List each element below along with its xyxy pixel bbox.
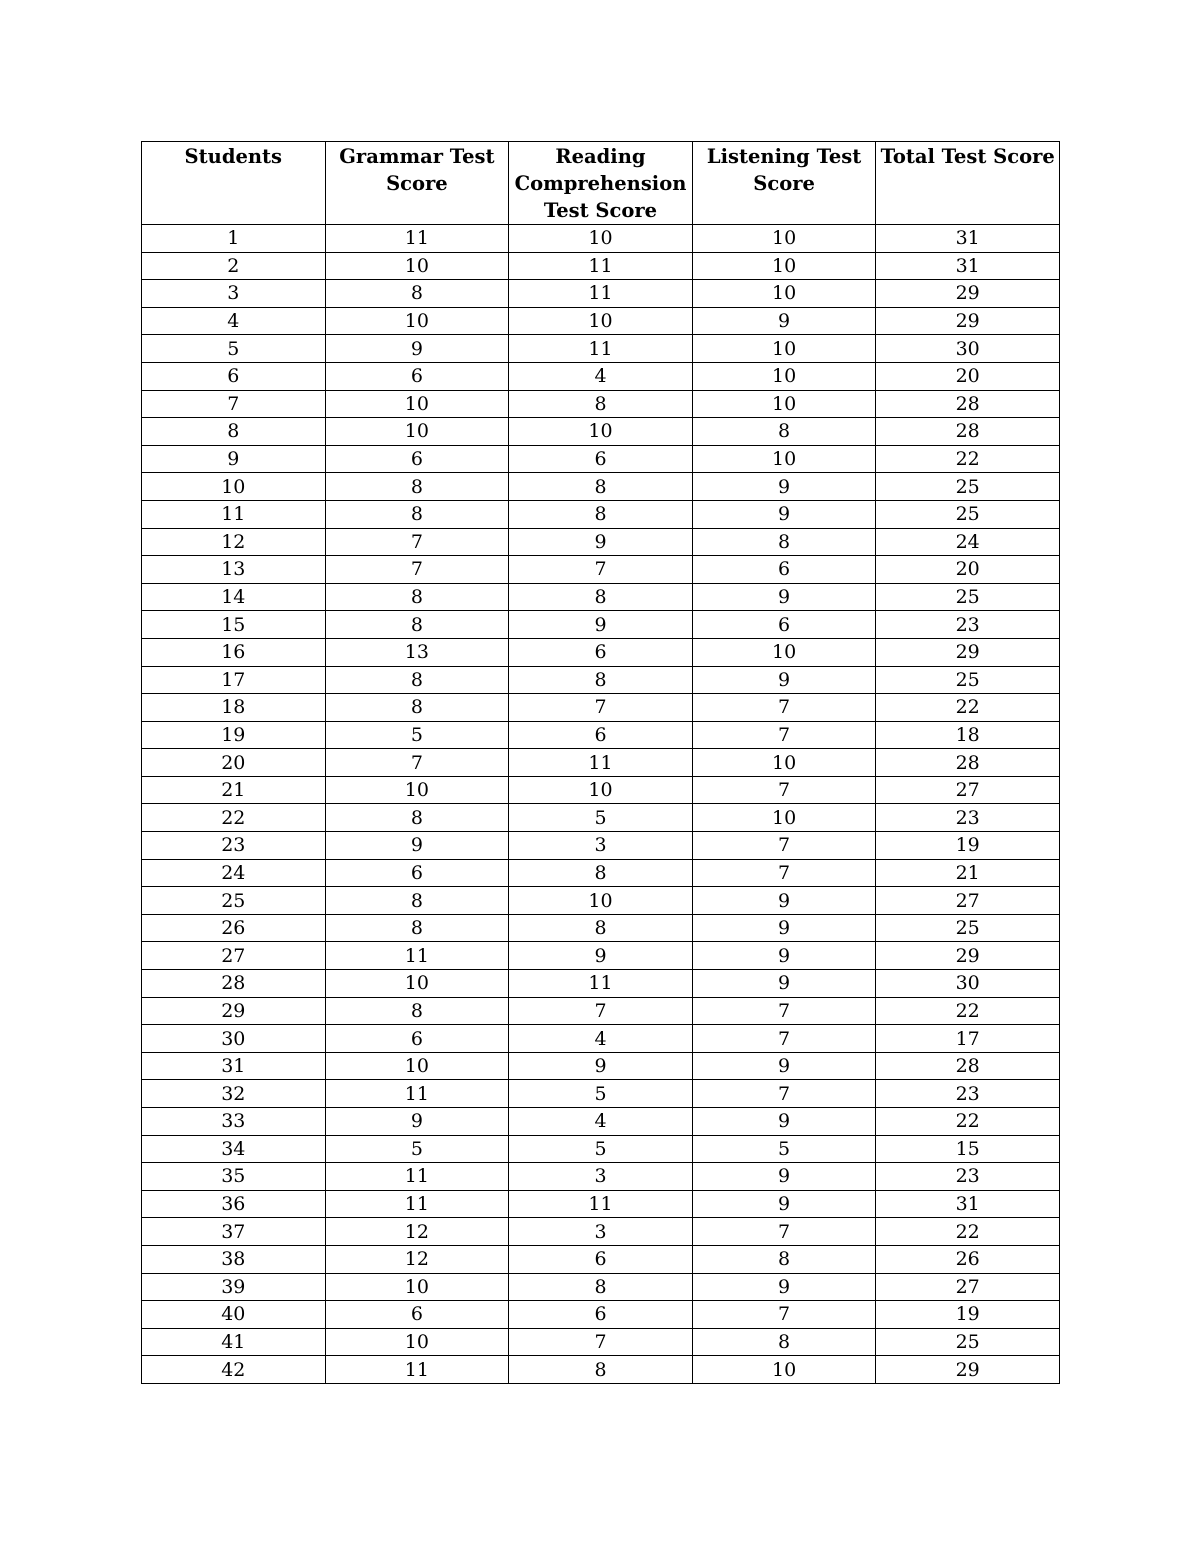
total-cell: 22 [876, 445, 1060, 473]
listening-cell: 9 [692, 666, 876, 694]
reading-cell: 8 [509, 390, 693, 418]
table-row [142, 749, 1060, 777]
listening-cell: 7 [692, 997, 876, 1025]
grammar-cell: 8 [325, 887, 509, 915]
table-row [142, 859, 1060, 887]
reading-cell: 4 [509, 1108, 693, 1136]
table-row [142, 335, 1060, 363]
table-row [142, 1025, 1060, 1053]
grammar-cell: 7 [325, 556, 509, 584]
student-cell: 35 [142, 1163, 326, 1191]
listening-cell: 7 [692, 721, 876, 749]
student-cell: 4 [142, 307, 326, 335]
reading-cell: 6 [509, 638, 693, 666]
grammar-cell: 11 [325, 942, 509, 970]
grammar-cell: 8 [325, 280, 509, 308]
listening-cell: 10 [692, 362, 876, 390]
student-cell: 19 [142, 721, 326, 749]
total-cell: 30 [876, 335, 1060, 363]
table-row [142, 1080, 1060, 1108]
student-cell: 6 [142, 362, 326, 390]
reading-cell: 9 [509, 611, 693, 639]
grammar-cell: 10 [325, 390, 509, 418]
table-row [142, 362, 1060, 390]
listening-cell: 9 [692, 1190, 876, 1218]
listening-cell: 8 [692, 418, 876, 446]
total-cell: 23 [876, 1163, 1060, 1191]
listening-cell: 9 [692, 1163, 876, 1191]
total-cell: 20 [876, 556, 1060, 584]
listening-cell: 9 [692, 500, 876, 528]
total-cell: 25 [876, 473, 1060, 501]
total-cell: 31 [876, 252, 1060, 280]
table-row [142, 1052, 1060, 1080]
grammar-cell: 10 [325, 418, 509, 446]
student-cell: 3 [142, 280, 326, 308]
reading-cell: 4 [509, 1025, 693, 1053]
header-reading-score: Reading Comprehension Test Score [509, 142, 693, 225]
table-row [142, 1108, 1060, 1136]
grammar-cell: 10 [325, 776, 509, 804]
reading-cell: 8 [509, 1356, 693, 1384]
reading-cell: 11 [509, 749, 693, 777]
listening-cell: 8 [692, 528, 876, 556]
table-row [142, 832, 1060, 860]
grammar-cell: 8 [325, 611, 509, 639]
reading-cell: 8 [509, 583, 693, 611]
grammar-cell: 10 [325, 1052, 509, 1080]
grammar-cell: 6 [325, 362, 509, 390]
student-cell: 18 [142, 694, 326, 722]
student-cell: 16 [142, 638, 326, 666]
reading-cell: 5 [509, 1080, 693, 1108]
reading-cell: 3 [509, 1218, 693, 1246]
grammar-cell: 10 [325, 252, 509, 280]
table-row [142, 1135, 1060, 1163]
reading-cell: 9 [509, 528, 693, 556]
header-listening-score: Listening Test Score [692, 142, 876, 225]
listening-cell: 8 [692, 1245, 876, 1273]
student-cell: 2 [142, 252, 326, 280]
grammar-cell: 11 [325, 1356, 509, 1384]
reading-cell: 6 [509, 1301, 693, 1329]
total-cell: 28 [876, 390, 1060, 418]
grammar-cell: 8 [325, 473, 509, 501]
test-scores-table [141, 141, 1060, 1384]
grammar-cell: 9 [325, 1108, 509, 1136]
reading-cell: 10 [509, 776, 693, 804]
total-cell: 29 [876, 638, 1060, 666]
total-cell: 31 [876, 225, 1060, 253]
reading-cell: 6 [509, 1245, 693, 1273]
listening-cell: 7 [692, 1025, 876, 1053]
student-cell: 39 [142, 1273, 326, 1301]
grammar-cell: 8 [325, 997, 509, 1025]
grammar-cell: 10 [325, 307, 509, 335]
student-cell: 8 [142, 418, 326, 446]
reading-cell: 5 [509, 804, 693, 832]
reading-cell: 10 [509, 225, 693, 253]
table-row [142, 390, 1060, 418]
table-row [142, 445, 1060, 473]
table-row [142, 252, 1060, 280]
grammar-cell: 12 [325, 1245, 509, 1273]
table-row [142, 1328, 1060, 1356]
grammar-cell: 5 [325, 721, 509, 749]
listening-cell: 9 [692, 942, 876, 970]
reading-cell: 3 [509, 1163, 693, 1191]
table-row [142, 280, 1060, 308]
grammar-cell: 13 [325, 638, 509, 666]
total-cell: 28 [876, 418, 1060, 446]
table-row [142, 418, 1060, 446]
reading-cell: 10 [509, 307, 693, 335]
student-cell: 15 [142, 611, 326, 639]
total-cell: 22 [876, 997, 1060, 1025]
total-cell: 29 [876, 942, 1060, 970]
listening-cell: 7 [692, 1080, 876, 1108]
table-row [142, 638, 1060, 666]
table-row [142, 1356, 1060, 1384]
total-cell: 19 [876, 832, 1060, 860]
grammar-cell: 7 [325, 749, 509, 777]
student-cell: 23 [142, 832, 326, 860]
grammar-cell: 6 [325, 445, 509, 473]
grammar-cell: 7 [325, 528, 509, 556]
listening-cell: 10 [692, 335, 876, 363]
student-cell: 10 [142, 473, 326, 501]
student-cell: 5 [142, 335, 326, 363]
table-row [142, 666, 1060, 694]
listening-cell: 9 [692, 307, 876, 335]
reading-cell: 10 [509, 887, 693, 915]
total-cell: 17 [876, 1025, 1060, 1053]
reading-cell: 7 [509, 694, 693, 722]
listening-cell: 7 [692, 694, 876, 722]
table-row [142, 307, 1060, 335]
student-cell: 24 [142, 859, 326, 887]
student-cell: 26 [142, 914, 326, 942]
table-row [142, 804, 1060, 832]
listening-cell: 9 [692, 1273, 876, 1301]
grammar-cell: 11 [325, 1190, 509, 1218]
grammar-cell: 6 [325, 1025, 509, 1053]
listening-cell: 10 [692, 390, 876, 418]
grammar-cell: 8 [325, 914, 509, 942]
reading-cell: 3 [509, 832, 693, 860]
total-cell: 31 [876, 1190, 1060, 1218]
student-cell: 14 [142, 583, 326, 611]
total-cell: 28 [876, 1052, 1060, 1080]
listening-cell: 10 [692, 252, 876, 280]
student-cell: 13 [142, 556, 326, 584]
reading-cell: 9 [509, 1052, 693, 1080]
student-cell: 29 [142, 997, 326, 1025]
listening-cell: 6 [692, 611, 876, 639]
listening-cell: 10 [692, 445, 876, 473]
table-row [142, 887, 1060, 915]
grammar-cell: 6 [325, 1301, 509, 1329]
grammar-cell: 8 [325, 500, 509, 528]
reading-cell: 11 [509, 335, 693, 363]
listening-cell: 5 [692, 1135, 876, 1163]
student-cell: 37 [142, 1218, 326, 1246]
grammar-cell: 9 [325, 832, 509, 860]
total-cell: 30 [876, 970, 1060, 998]
listening-cell: 6 [692, 556, 876, 584]
reading-cell: 8 [509, 859, 693, 887]
header-grammar-score: Grammar Test Score [325, 142, 509, 225]
table-row [142, 225, 1060, 253]
total-cell: 21 [876, 859, 1060, 887]
table-row [142, 970, 1060, 998]
total-cell: 25 [876, 666, 1060, 694]
table-row [142, 1301, 1060, 1329]
student-cell: 38 [142, 1245, 326, 1273]
reading-cell: 7 [509, 1328, 693, 1356]
total-cell: 25 [876, 1328, 1060, 1356]
reading-cell: 11 [509, 252, 693, 280]
reading-cell: 5 [509, 1135, 693, 1163]
reading-cell: 11 [509, 1190, 693, 1218]
reading-cell: 9 [509, 942, 693, 970]
listening-cell: 7 [692, 859, 876, 887]
student-cell: 41 [142, 1328, 326, 1356]
total-cell: 27 [876, 776, 1060, 804]
grammar-cell: 10 [325, 1273, 509, 1301]
total-cell: 25 [876, 500, 1060, 528]
table-header-row [142, 142, 1060, 225]
listening-cell: 7 [692, 776, 876, 804]
listening-cell: 9 [692, 887, 876, 915]
listening-cell: 9 [692, 914, 876, 942]
listening-cell: 10 [692, 1356, 876, 1384]
student-cell: 34 [142, 1135, 326, 1163]
total-cell: 25 [876, 583, 1060, 611]
reading-cell: 6 [509, 445, 693, 473]
listening-cell: 9 [692, 1052, 876, 1080]
total-cell: 23 [876, 611, 1060, 639]
grammar-cell: 6 [325, 859, 509, 887]
total-cell: 22 [876, 694, 1060, 722]
listening-cell: 9 [692, 970, 876, 998]
table-row [142, 914, 1060, 942]
total-cell: 23 [876, 804, 1060, 832]
table-row [142, 556, 1060, 584]
table-row [142, 942, 1060, 970]
table-row [142, 1163, 1060, 1191]
reading-cell: 7 [509, 556, 693, 584]
listening-cell: 10 [692, 749, 876, 777]
total-cell: 19 [876, 1301, 1060, 1329]
total-cell: 26 [876, 1245, 1060, 1273]
grammar-cell: 8 [325, 694, 509, 722]
reading-cell: 8 [509, 914, 693, 942]
reading-cell: 10 [509, 418, 693, 446]
grammar-cell: 5 [325, 1135, 509, 1163]
listening-cell: 9 [692, 473, 876, 501]
table-row [142, 473, 1060, 501]
student-cell: 9 [142, 445, 326, 473]
grammar-cell: 10 [325, 970, 509, 998]
listening-cell: 10 [692, 804, 876, 832]
reading-cell: 8 [509, 473, 693, 501]
reading-cell: 8 [509, 666, 693, 694]
student-cell: 11 [142, 500, 326, 528]
listening-cell: 10 [692, 225, 876, 253]
header-students: Students [142, 142, 326, 225]
student-cell: 33 [142, 1108, 326, 1136]
total-cell: 27 [876, 887, 1060, 915]
header-total-score: Total Test Score [876, 142, 1060, 225]
student-cell: 42 [142, 1356, 326, 1384]
student-cell: 17 [142, 666, 326, 694]
total-cell: 28 [876, 749, 1060, 777]
student-cell: 32 [142, 1080, 326, 1108]
total-cell: 23 [876, 1080, 1060, 1108]
listening-cell: 9 [692, 583, 876, 611]
student-cell: 25 [142, 887, 326, 915]
total-cell: 29 [876, 1356, 1060, 1384]
student-cell: 22 [142, 804, 326, 832]
grammar-cell: 8 [325, 666, 509, 694]
student-cell: 28 [142, 970, 326, 998]
total-cell: 20 [876, 362, 1060, 390]
table-row [142, 721, 1060, 749]
grammar-cell: 11 [325, 225, 509, 253]
total-cell: 15 [876, 1135, 1060, 1163]
listening-cell: 9 [692, 1108, 876, 1136]
grammar-cell: 11 [325, 1080, 509, 1108]
listening-cell: 7 [692, 1218, 876, 1246]
table-row [142, 1273, 1060, 1301]
table-row [142, 1190, 1060, 1218]
total-cell: 25 [876, 914, 1060, 942]
table-row [142, 611, 1060, 639]
table-row [142, 1245, 1060, 1273]
student-cell: 21 [142, 776, 326, 804]
grammar-cell: 8 [325, 804, 509, 832]
table-row [142, 997, 1060, 1025]
total-cell: 22 [876, 1218, 1060, 1246]
reading-cell: 8 [509, 500, 693, 528]
table-row [142, 694, 1060, 722]
student-cell: 27 [142, 942, 326, 970]
listening-cell: 8 [692, 1328, 876, 1356]
grammar-cell: 11 [325, 1163, 509, 1191]
listening-cell: 7 [692, 832, 876, 860]
student-cell: 1 [142, 225, 326, 253]
student-cell: 30 [142, 1025, 326, 1053]
table-row [142, 583, 1060, 611]
listening-cell: 10 [692, 280, 876, 308]
reading-cell: 11 [509, 970, 693, 998]
grammar-cell: 12 [325, 1218, 509, 1246]
reading-cell: 6 [509, 721, 693, 749]
grammar-cell: 8 [325, 583, 509, 611]
reading-cell: 7 [509, 997, 693, 1025]
student-cell: 36 [142, 1190, 326, 1218]
reading-cell: 4 [509, 362, 693, 390]
reading-cell: 11 [509, 280, 693, 308]
student-cell: 12 [142, 528, 326, 556]
total-cell: 27 [876, 1273, 1060, 1301]
grammar-cell: 10 [325, 1328, 509, 1356]
total-cell: 29 [876, 280, 1060, 308]
student-cell: 31 [142, 1052, 326, 1080]
table-row [142, 1218, 1060, 1246]
grammar-cell: 9 [325, 335, 509, 363]
student-cell: 40 [142, 1301, 326, 1329]
table-row [142, 528, 1060, 556]
table-row [142, 776, 1060, 804]
table-row [142, 500, 1060, 528]
reading-cell: 8 [509, 1273, 693, 1301]
table-body [142, 225, 1060, 1384]
student-cell: 20 [142, 749, 326, 777]
total-cell: 24 [876, 528, 1060, 556]
student-cell: 7 [142, 390, 326, 418]
listening-cell: 7 [692, 1301, 876, 1329]
total-cell: 22 [876, 1108, 1060, 1136]
total-cell: 29 [876, 307, 1060, 335]
listening-cell: 10 [692, 638, 876, 666]
total-cell: 18 [876, 721, 1060, 749]
